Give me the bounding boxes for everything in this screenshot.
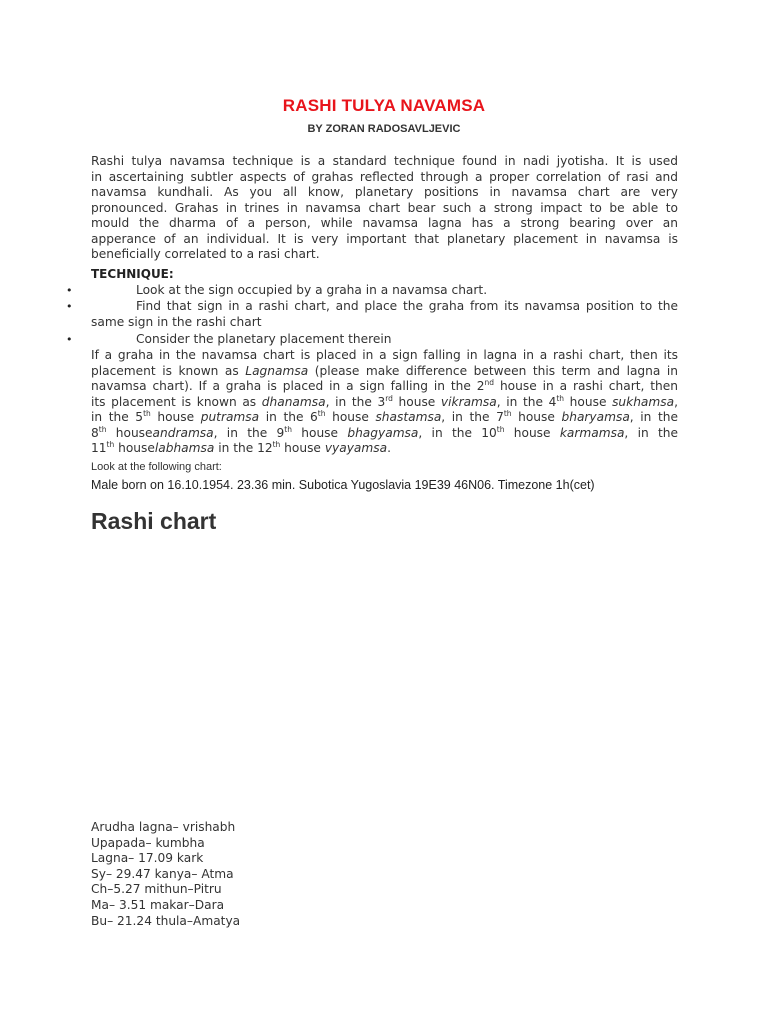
document-author: BY ZORAN RADOSAVLJEVIC [307, 123, 461, 135]
list-item: Arudha lagna– vrishabh [91, 820, 236, 834]
intro-line: navamsa kundhali. As you all know, planetary positions in navamsa chart are very [91, 185, 678, 199]
bullet-icon: • [66, 284, 73, 297]
intro-line: mould the dharma of a person, while navamsa lagna has a strong bearing over an [91, 216, 678, 230]
para-line: its placement is known as dhanamsa, in the 3rd house vikramsa, in the 4th house sukhamsa, [91, 393, 678, 409]
list-item: Bu– 21.24 thula–Amatya [91, 913, 241, 928]
bullet-icon: • [66, 333, 73, 346]
bullet-item: Look at the sign occupied by a graha in a navamsa chart. [136, 283, 488, 297]
planet-positions-list [91, 820, 240, 929]
intro-line: pronounced. Grahas in trines in navamsa chart bear such a strong impact to be able to [91, 200, 678, 215]
document-title: RASHI TULYA NAVAMSA [282, 96, 486, 115]
house-names-paragraph [91, 348, 678, 457]
list-item: Upapada– kumbha [91, 835, 205, 850]
intro-line: beneficially correlated to a rasi chart. [91, 247, 320, 261]
list-item: Ch–5.27 mithun–Pitru [91, 882, 222, 897]
para-line: 11th houselabhamsa in the 12th house vyayamsa. [91, 440, 391, 455]
birth-details: Male born on 16.10.1954. 23.36 min. Subotica Yugoslavia 19E39 46N06. Timezone 1h(cet) [91, 478, 595, 492]
para-line: 8th houseandramsa, in the 9th house bhagyamsa, in the 10th house karmamsa, in the [91, 424, 678, 440]
rashi-chart-heading: Rashi chart [91, 508, 217, 534]
intro-line: Rashi tulya navamsa technique is a standard technique found in nadi jyotisha. It is used [91, 154, 678, 168]
para-line: placement is known as Lagnamsa (please make difference between this term and lagna in [91, 363, 678, 378]
look-at-chart-text: Look at the following chart: [91, 461, 222, 473]
list-item: Sy– 29.47 kanya– Atma [91, 866, 234, 881]
intro-line: in ascertaining subtler aspects of grahas reflected through a proper correlation of rasi and [91, 169, 678, 184]
para-line: If a graha in the navamsa chart is placed in a sign falling in lagna in a rashi chart, then its [91, 348, 678, 362]
bullet-item: Find that sign in a rashi chart, and place the graha from its navamsa position to the same sign in the rashi chart [91, 299, 678, 329]
bullet-icon: • [66, 300, 73, 313]
list-item: Lagna– 17.09 kark [91, 851, 204, 866]
bullet-item: Consider the planetary placement therein [136, 332, 392, 346]
technique-heading: TECHNIQUE: [91, 267, 174, 281]
para-line: in the 5th house putramsa in the 6th house shastamsa, in the 7th house bharyamsa, in the [91, 409, 678, 424]
list-item: Ma– 3.51 makar–Dara [91, 897, 225, 912]
intro-paragraph [91, 154, 678, 263]
para-line: navamsa chart). If a graha is placed in a sign falling in the 2nd house in a rashi chart, then [91, 378, 678, 393]
intro-line: apperance of an individual. It is very important that planetary placement in navamsa is [91, 231, 678, 246]
